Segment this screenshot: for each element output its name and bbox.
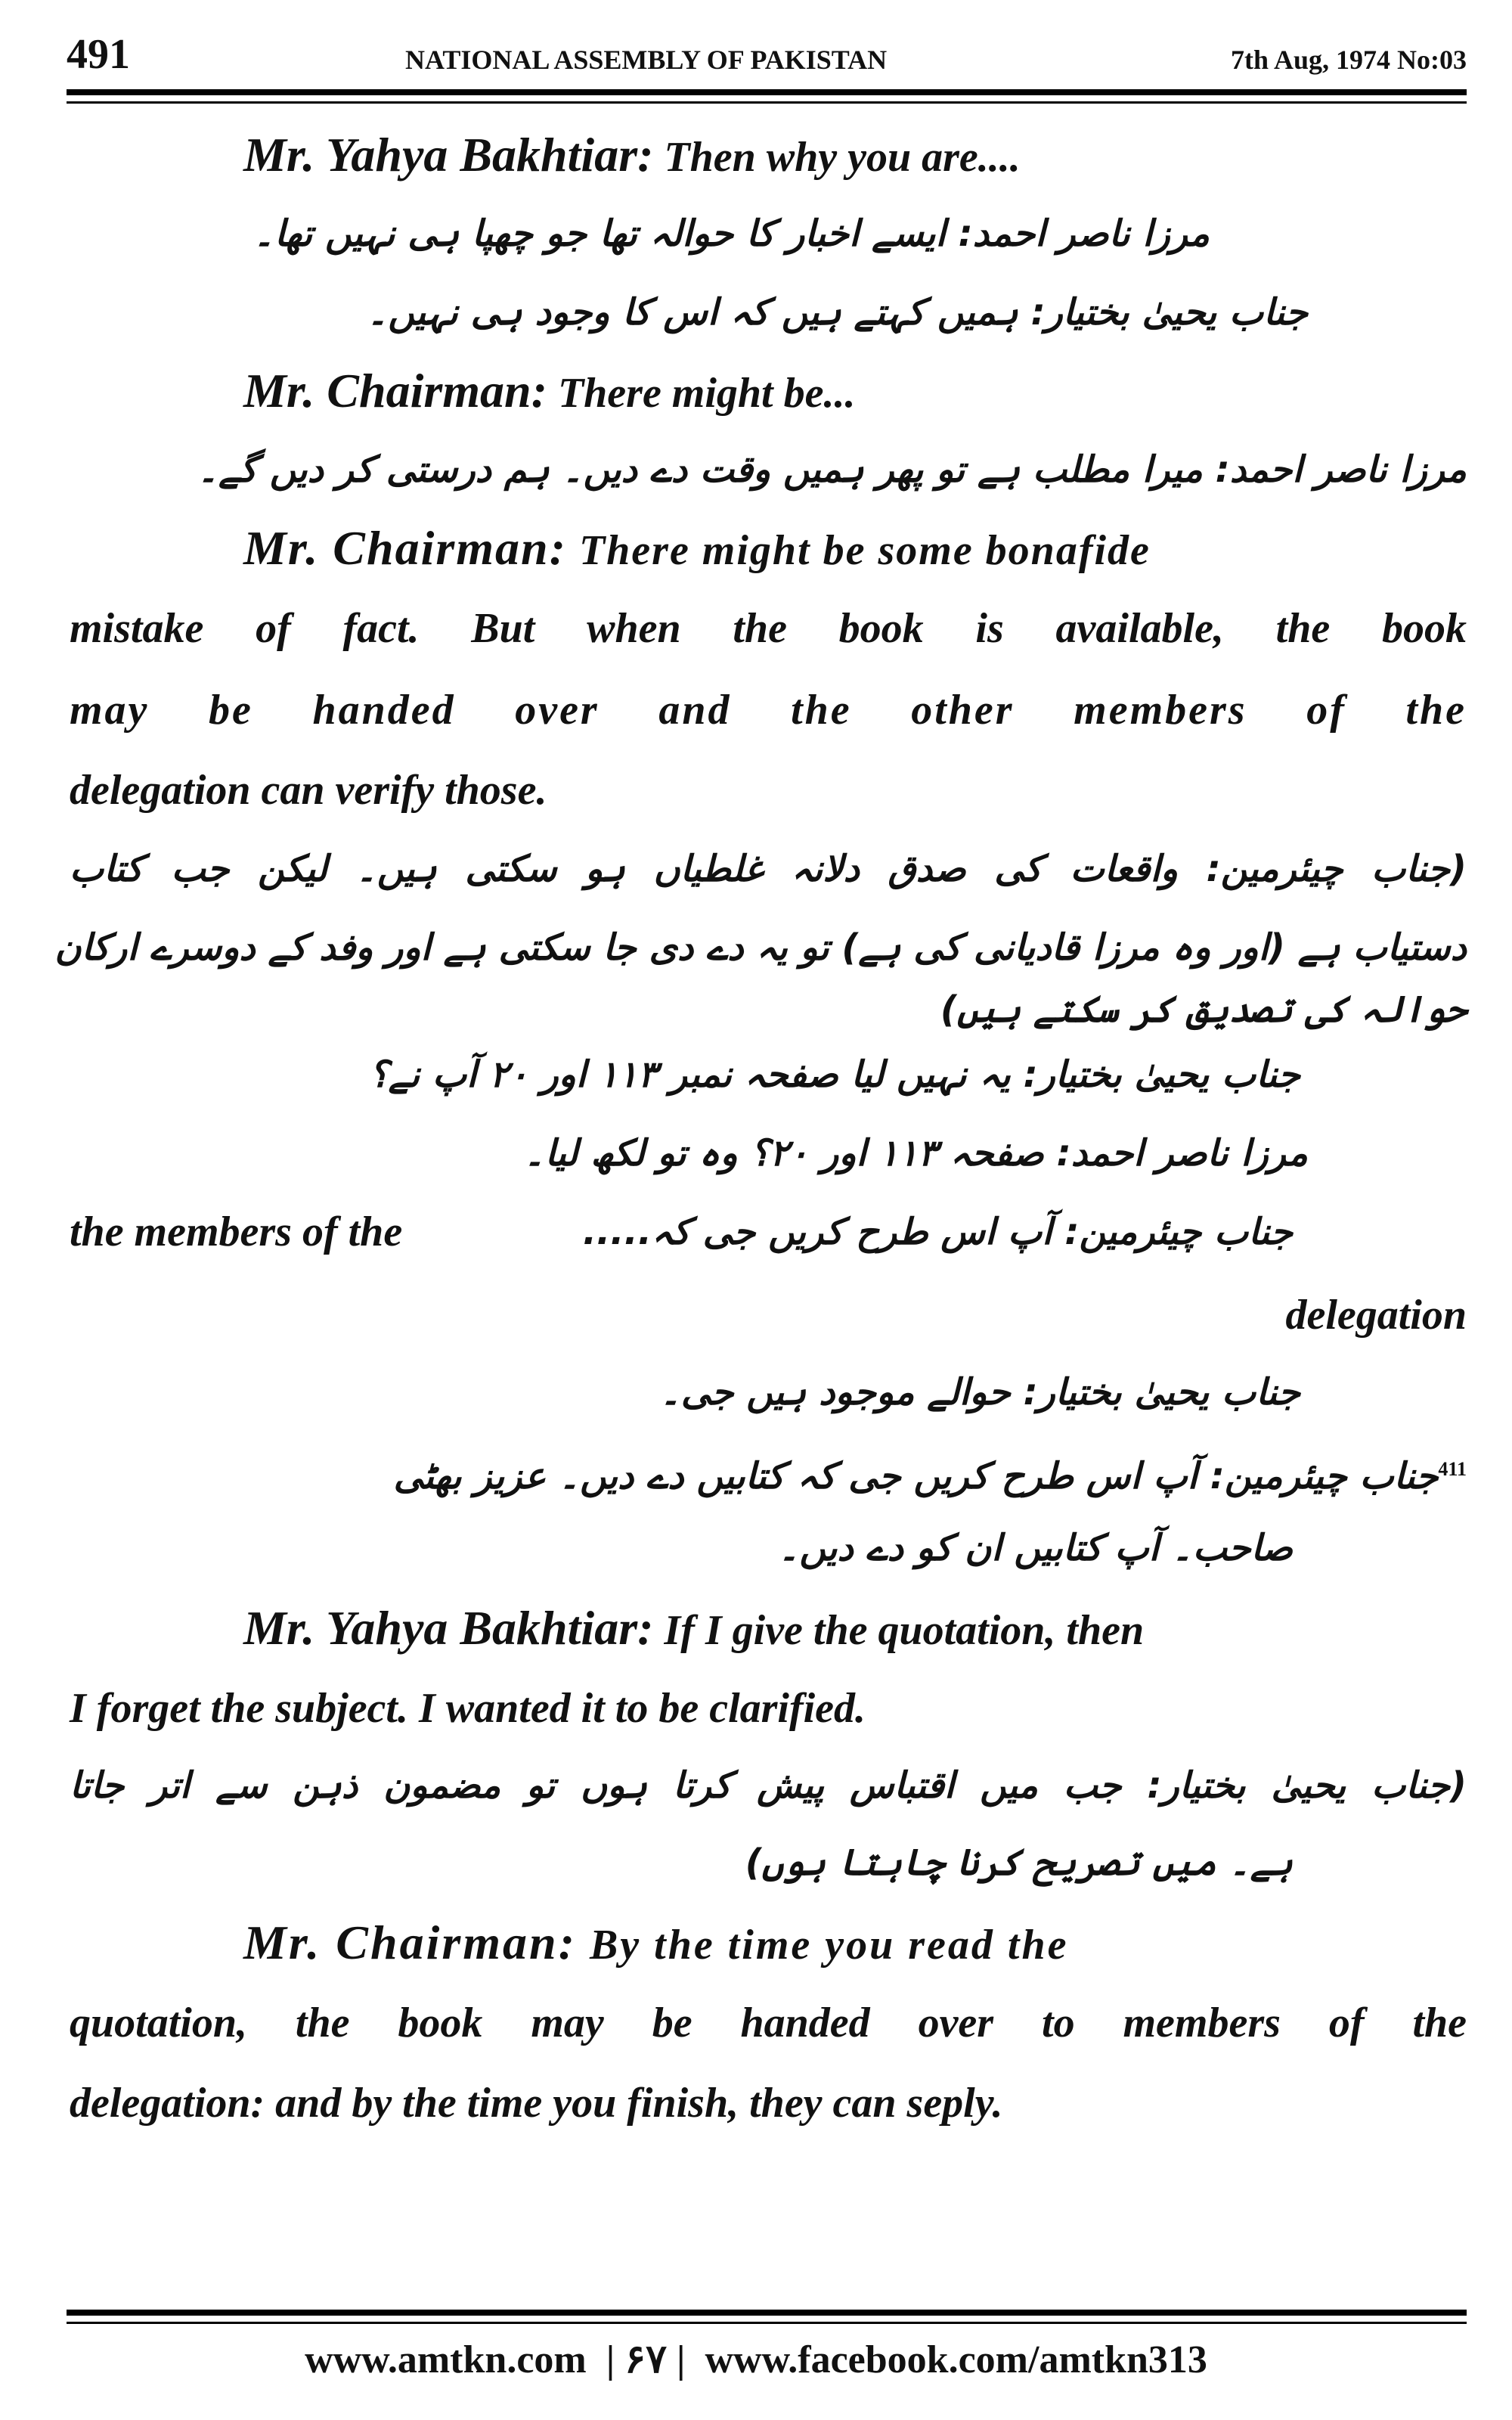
line-urdu-5: مرزا ناصر احمد: میرا مطلب ہے تو پھر ہمیں وقت دے دیں۔ ہم درستی کر دیں گے۔ <box>197 448 1467 491</box>
speaker-name: Mr. Chairman: <box>243 521 567 575</box>
speech-text: By the time you read the <box>576 1922 1069 1969</box>
line-english-1 <box>70 113 1467 197</box>
line-urdu-11: دستیاب ہے (اور وہ مرزا قادیانی کی ہے) تو یہ دے دی جا سکتی ہے اور وفد کے دوسرے ارکان <box>54 926 1467 969</box>
footer-page-marker: | ۶۷ | <box>606 2338 686 2381</box>
line-urdu-23: ہے۔ میں تصریح کرنا چاہتا ہوں) <box>745 1841 1293 1884</box>
line-english-16: delegation <box>1285 1292 1467 1339</box>
line-urdu-10: (جناب چیئرمین: واقعات کی صدق دلانہ غلطیاں ہو سکتی ہیں۔ لیکن جب کتاب <box>70 848 1467 890</box>
line-english-9: delegation can verify those. <box>70 767 547 814</box>
speech-text: جناب چیئرمین: آپ اس طرح کریں جی کہ کتابیں دے دیں۔ عزیز بھٹی <box>393 1455 1439 1497</box>
line-english-20 <box>70 1587 1467 1670</box>
footer-rule-thin <box>67 2322 1467 2324</box>
line-urdu-3: جناب یحییٰ بختیار: ہمیں کہتے ہیں کہ اس کا وجود ہی نہیں۔ <box>367 291 1308 334</box>
line-english-25: quotation, the book may be handed over to members of the <box>70 2000 1467 2046</box>
header-rule-thin <box>67 101 1467 104</box>
line-urdu-18 <box>70 1428 1467 1511</box>
speaker-name: Mr. Yahya Bakhtiar: <box>243 1601 654 1655</box>
line-urdu-14: مرزا ناصر احمد: صفحہ ۱۱۳ اور ۲۰؟ وہ تو لکھ لیا۔ <box>523 1132 1308 1174</box>
speaker-name: Mr. Chairman: <box>243 364 547 417</box>
page-header <box>67 30 1467 76</box>
speech-text: There might be some bonafide <box>566 527 1151 574</box>
page-number: 491 <box>67 31 130 78</box>
speaker-name: Mr. Yahya Bakhtiar: <box>243 128 654 182</box>
line-english-4 <box>70 349 1467 433</box>
footer-rule-thick <box>67 2310 1467 2316</box>
speaker-name: Mr. Chairman: <box>243 1916 577 1969</box>
line-english-24 <box>70 1901 1467 1984</box>
footnote-ref: 411 <box>1438 1458 1467 1480</box>
line-urdu-17: جناب یحییٰ بختیار: حوالے موجود ہیں جی۔ <box>659 1371 1300 1413</box>
line-mixed-15 <box>70 1190 1467 1274</box>
page-footer <box>0 2337 1512 2397</box>
line-urdu-19: صاحب۔ آپ کتابیں ان کو دے دیں۔ <box>778 1527 1293 1569</box>
line-english-21: I forget the subject. I wanted it to be clarified. <box>70 1685 866 1732</box>
speech-text: If I give the quotation, then <box>653 1607 1145 1654</box>
line-english-6 <box>70 507 1467 590</box>
line-english-8: may be handed over and the other members of the <box>70 687 1467 734</box>
header-rule-thick <box>67 89 1467 95</box>
line-urdu-13: جناب یحییٰ بختیار: یہ نہیں لیا صفحہ نمبر ۱۱۳ اور ۲۰ آپ نے؟ <box>369 1053 1300 1096</box>
speech-text-english: the members of the <box>70 1208 403 1255</box>
website-link[interactable]: www.amtkn.com <box>305 2338 587 2381</box>
line-urdu-12: حوالہ کی تصدیق کر سکتے ہیں) <box>940 988 1467 1031</box>
line-english-7: mistake of fact. But when the book is available, the book <box>70 605 1467 652</box>
facebook-link[interactable]: www.facebook.com/amtkn313 <box>705 2338 1207 2381</box>
speech-text: There might be... <box>547 370 856 417</box>
publication-title: NATIONAL ASSEMBLY OF PAKISTAN <box>405 45 888 75</box>
line-urdu-22: (جناب یحییٰ بختیار: جب میں اقتباس پیش کرتا ہوں تو مضمون ذہن سے اتر جاتا <box>70 1764 1467 1807</box>
line-urdu-2: مرزا ناصر احمد: ایسے اخبار کا حوالہ تھا جو چھپا ہی نہیں تھا۔ <box>253 213 1210 255</box>
session-date-number: 7th Aug, 1974 No:03 <box>1230 45 1467 75</box>
speech-text: Then why you are.... <box>653 134 1021 181</box>
speech-text-urdu: جناب چیئرمین: آپ اس طرح کریں جی کہ..... <box>582 1211 1293 1253</box>
line-english-26: delegation: and by the time you finish, they can seply. <box>70 2080 1003 2127</box>
